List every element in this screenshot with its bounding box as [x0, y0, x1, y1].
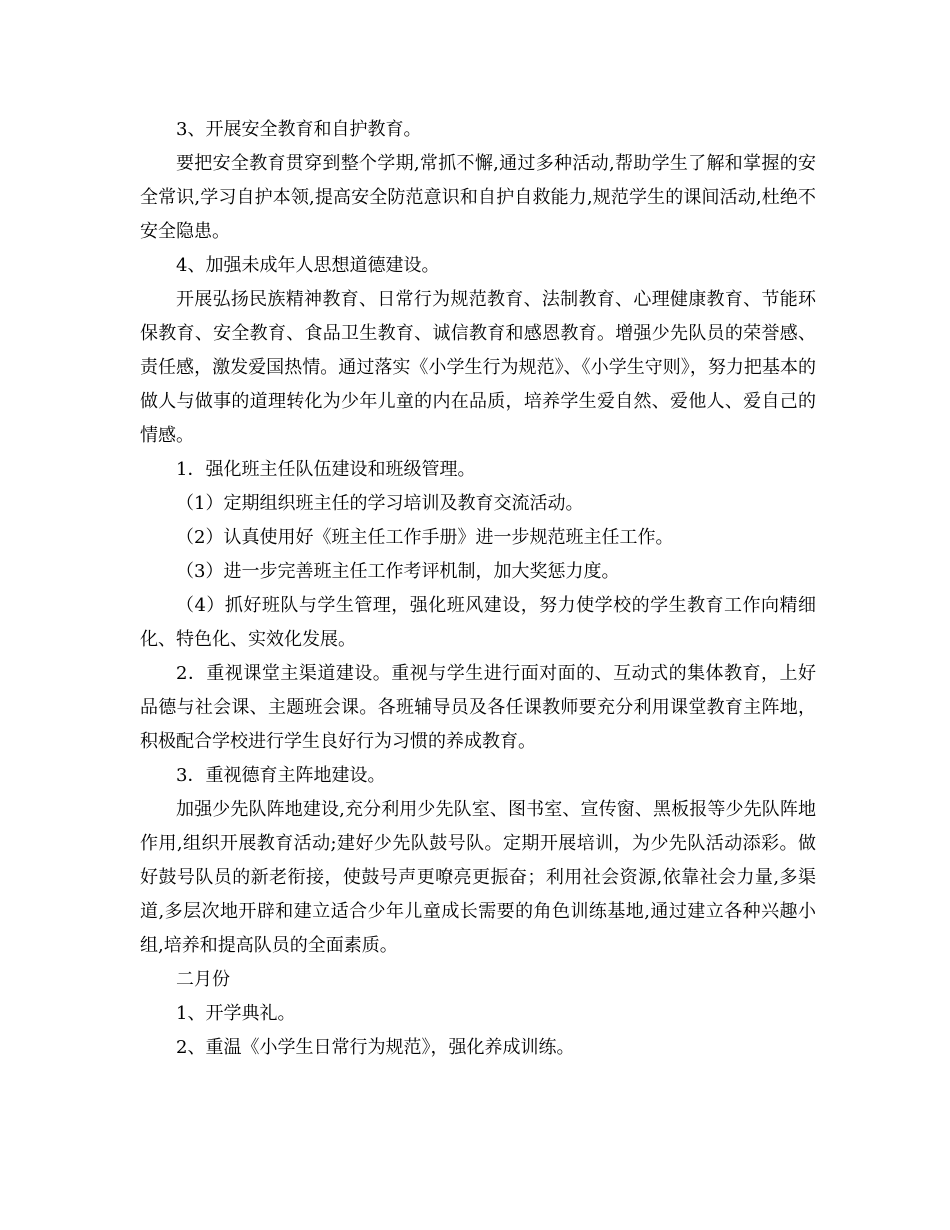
list-item: （3）进一步完善班主任工作考评机制，加大奖惩力度。: [176, 561, 620, 582]
paragraph-safety: 要把安全教育贯穿到整个学期,常抓不懈,通过多种活动,帮助学生了解和掌握的安全常识,学习自护本领,提高安全防范意识和自护自救能力,规范学生的课间活动,杜绝不安全隐患。: [140, 153, 816, 242]
list-item: （1）定期组织班主任的学习培训及教育交流活动。: [176, 493, 584, 514]
paragraph-moral: 开展弘扬民族精神教育、日常行为规范教育、法制教育、心理健康教育、节能环保教育、安全教育、食品卫生教育、诚信教育和感恩教育。增强少先队员的荣誉感、责任感，激发爱国热情。通过落实《小学生行为规范》、《小学生守则》，努力把基本的做人与做事的道理转化为少年儿童的内在品质，培养学生爱自然、爱他人、爱自己的情感。: [140, 289, 816, 446]
list-item: 1、开学典礼。: [176, 1003, 296, 1024]
section-heading-safety: 3、开展安全教育和自护教育。: [176, 119, 422, 140]
section-heading-class-teacher: 1．强化班主任队伍建设和班级管理。: [176, 459, 476, 480]
paragraph-classroom: 2．重视课堂主渠道建设。重视与学生进行面对面的、互动式的集体教育，上好品德与社会课、主题班会课。各班辅导员及各任课教师要充分利用课堂教育主阵地，积极配合学校进行学生良好行为习惯的养成教育。: [140, 663, 816, 752]
month-heading: 二月份: [176, 969, 230, 990]
list-item: （4）抓好班队与学生管理，强化班风建设，努力使学校的学生教育工作向精细化、特色化、实效化发展。: [140, 595, 816, 650]
list-item: （2）认真使用好《班主任工作手册》进一步规范班主任工作。: [176, 527, 674, 548]
document-body: [140, 113, 816, 1065]
section-heading-base: 3．重视德育主阵地建设。: [176, 765, 386, 786]
section-heading-moral: 4、加强未成年人思想道德建设。: [176, 255, 440, 276]
paragraph-base: 加强少先队阵地建设,充分利用少先队室、图书室、宣传窗、黑板报等少先队阵地作用,组织开展教育活动;建好少先队鼓号队。定期开展培训，为少先队活动添彩。做好鼓号队员的新老衔接，使鼓号声更嘹亮更振奋；利用社会资源,依靠社会力量,多渠道,多层次地开辟和建立适合少年儿童成长需要的角色训练基地,通过建立各种兴趣小组,培养和提高队员的全面素质。: [140, 799, 816, 956]
list-item: 2、重温《小学生日常行为规范》，强化养成训练。: [176, 1037, 575, 1058]
